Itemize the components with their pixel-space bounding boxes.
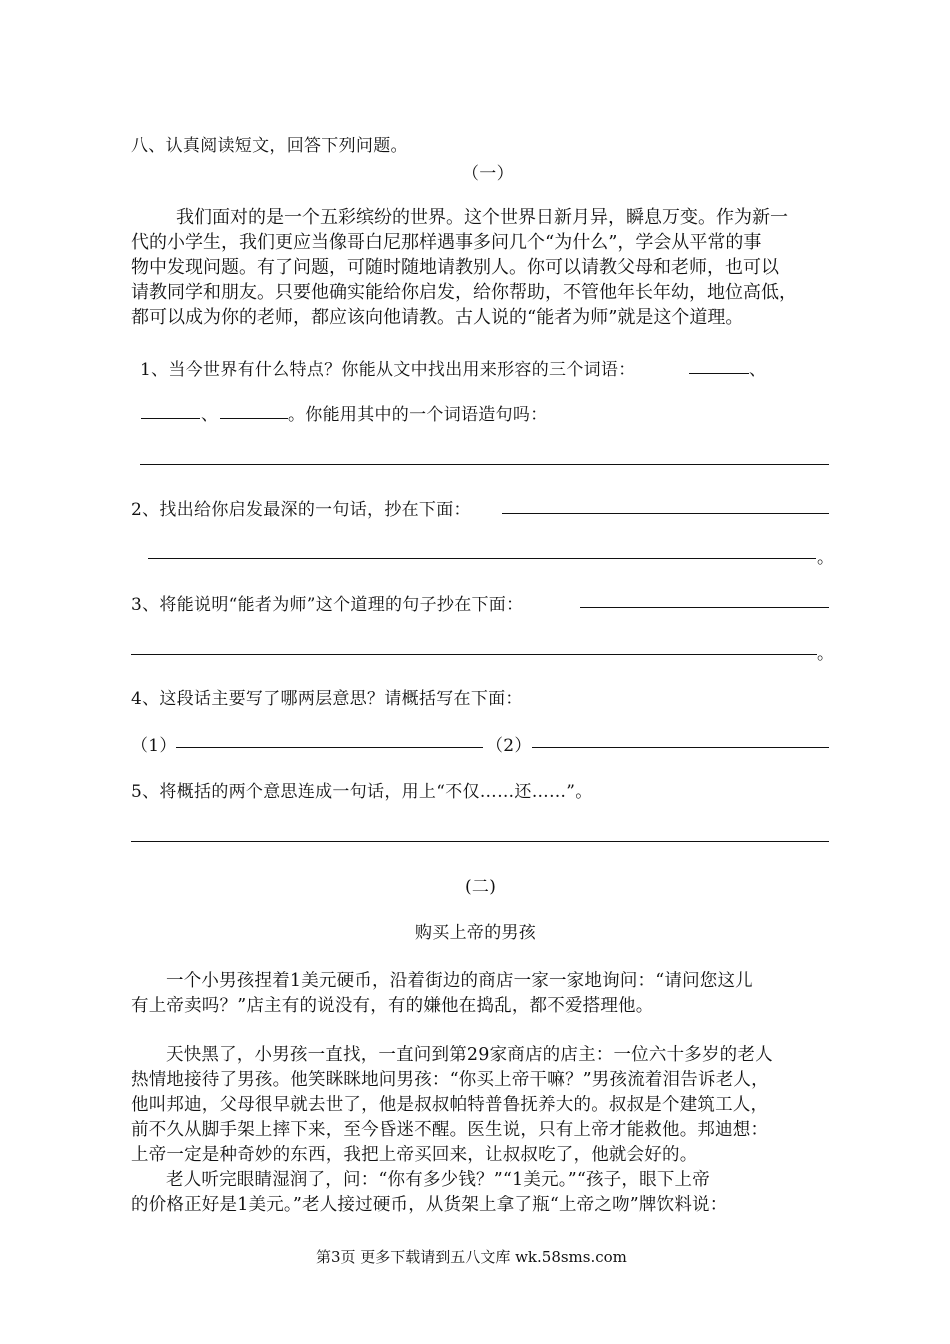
paragraph-line: 都可以成为你的老师，都应该向他请教。古人说的“能者为师”就是这个道理。 (131, 307, 744, 328)
answer-line-4-1[interactable] (176, 747, 483, 748)
answer-blank-1c[interactable] (220, 418, 288, 419)
question-1-continuation: 。你能用其中的一个词语造句吗： (288, 405, 548, 425)
blank-separator: 、 (749, 360, 767, 380)
answer-line-4-2[interactable] (532, 747, 829, 748)
question-4-text: 4、这段话主要写了哪两层意思？请概括写在下面： (131, 689, 523, 709)
answer-line-3b[interactable] (131, 654, 817, 655)
story-line: 上帝一定是种奇妙的东西，我把上帝买回来，让叔叔吃了，他就会好的。 (131, 1145, 698, 1165)
story-line: 有上帝卖吗？”店主有的说没有，有的嫌他在捣乱，都不爱搭理他。 (131, 996, 654, 1016)
period-mark: 。 (817, 548, 835, 568)
period-mark: 。 (817, 644, 835, 664)
page-footer: 第3页 更多下载请到五八文库 wk.58sms.com (316, 1248, 627, 1266)
question-2-text: 2、找出给你启发最深的一句话，抄在下面： (131, 500, 471, 520)
story-line: 前不久从脚手架上摔下来，至今昏迷不醒。医生说，只有上帝才能救他。邦迪想： (131, 1120, 769, 1140)
item-label-1: （1） (131, 736, 177, 756)
answer-line-3a[interactable] (580, 607, 829, 608)
answer-line-1-sentence[interactable] (140, 464, 829, 465)
story-line: 的价格正好是1美元。”老人接过硬币，从货架上拿了瓶“上帝之吻”牌饮料说： (131, 1195, 728, 1215)
answer-blank-1a[interactable] (689, 373, 749, 374)
story-line: 热情地接待了男孩。他笑眯眯地问男孩：“你买上帝干嘛？”男孩流着泪告诉老人， (131, 1070, 769, 1090)
story-line: 一个小男孩捏着1美元硬币，沿着街边的商店一家一家地询问：“请问您这儿 (166, 971, 753, 991)
question-3-text: 3、将能说明“能者为师”这个道理的句子抄在下面： (131, 595, 524, 615)
story-line: 老人听完眼睛湿润了，问：“你有多少钱？”“1美元。”“孩子，眼下上帝 (166, 1170, 710, 1190)
item-label-2: （2） (486, 736, 532, 756)
part2-label: (二) (465, 877, 497, 897)
paragraph-line: 物中发现问题。有了问题，可随时随地请教别人。你可以请教父母和老师，也可以 (131, 257, 779, 278)
answer-blank-1b[interactable] (141, 418, 200, 419)
question-5-text: 5、将概括的两个意思连成一句话，用上“不仅……还……”。 (131, 782, 593, 802)
section-heading: 八、认真阅读短文，回答下列问题。 (131, 136, 408, 156)
blank-separator: 、 (201, 405, 219, 425)
paragraph-line: 请教同学和朋友。只要他确实能给你启发，给你帮助，不管他年长年幼，地位高低， (131, 282, 797, 303)
answer-line-2b[interactable] (148, 558, 816, 559)
answer-line-5[interactable] (131, 841, 829, 842)
question-1-text: 1、当今世界有什么特点？你能从文中找出用来形容的三个词语： (140, 360, 636, 380)
story-title: 购买上帝的男孩 (415, 923, 537, 943)
answer-line-2a[interactable] (502, 513, 829, 514)
paragraph-line: 我们面对的是一个五彩缤纷的世界。这个世界日新月异，瞬息万变。作为新一 (176, 207, 788, 228)
story-line: 他叫邦迪，父母很早就去世了，他是叔叔帕特普鲁抚养大的。叔叔是个建筑工人， (131, 1095, 769, 1115)
part1-label: （一） (462, 164, 514, 184)
story-line: 天快黑了，小男孩一直找，一直问到第29家商店的店主：一位六十多岁的老人 (166, 1045, 773, 1065)
paragraph-line: 代的小学生，我们更应当像哥白尼那样遇事多问几个“为什么”，学会从平常的事 (131, 232, 762, 253)
